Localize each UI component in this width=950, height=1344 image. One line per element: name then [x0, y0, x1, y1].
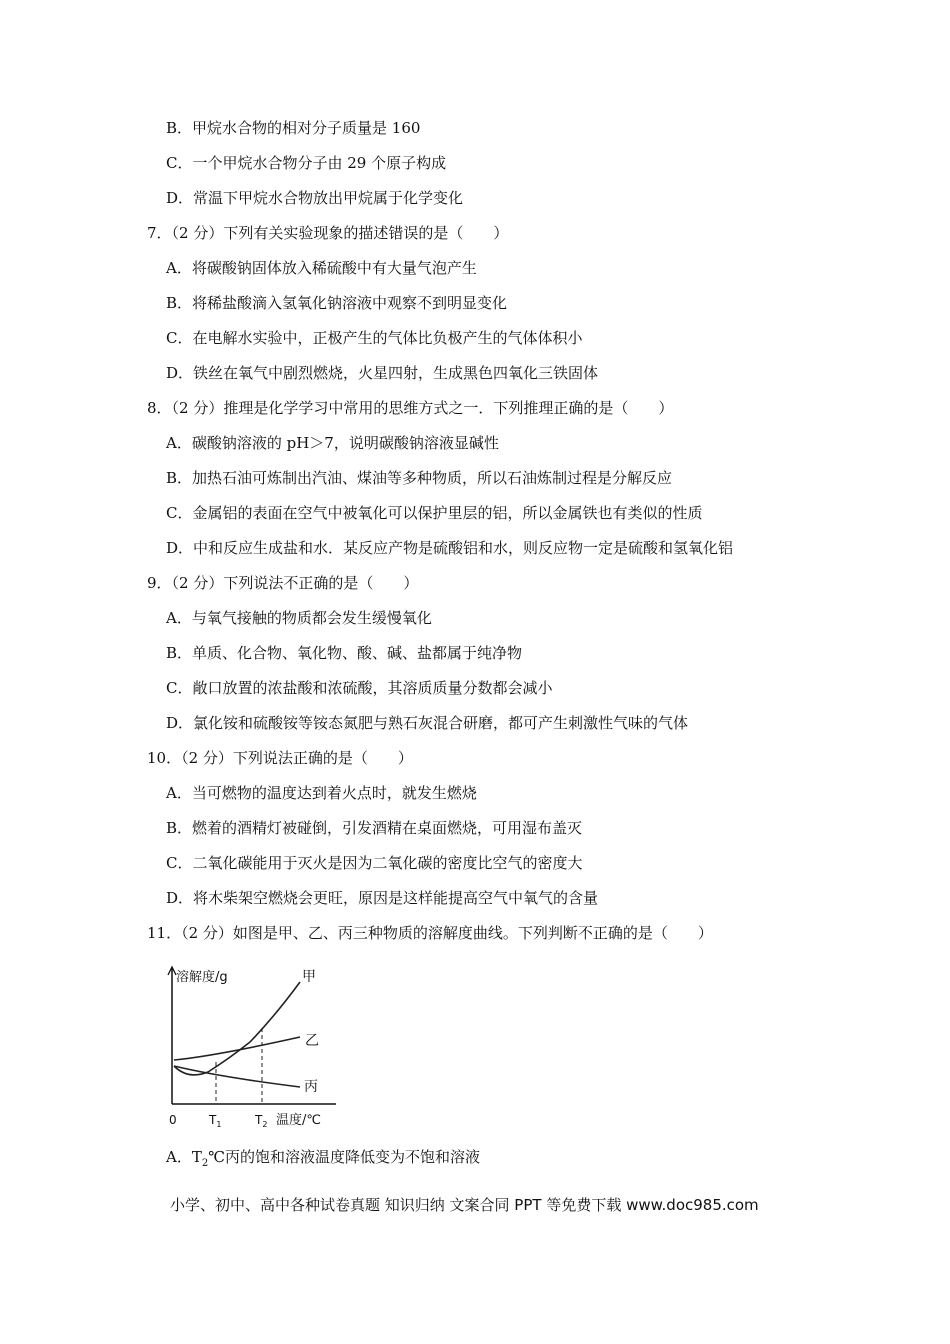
- answer-option: C．在电解水实验中，正极产生的气体比负极产生的气体体积小: [166, 329, 583, 347]
- x-tick-t1: [208, 1113, 221, 1129]
- answer-option: B．单质、化合物、氧化物、酸、碱、盐都属于纯净物: [166, 644, 523, 662]
- option-a-suffix: ℃丙的饱和溶液温度降低变为不饱和溶液: [208, 1148, 481, 1166]
- guide-lines: [216, 1028, 262, 1104]
- answer-option: D．氯化铵和硫酸铵等铵态氮肥与熟石灰混合研磨，都可产生刺激性气味的气体: [166, 714, 689, 732]
- y-axis-label: 溶解度/g: [176, 970, 228, 985]
- question-stem: 10．（2 分）下列说法正确的是（ ）: [147, 749, 413, 767]
- question-stem: 9．（2 分）下列说法不正确的是（ ）: [147, 574, 419, 592]
- answer-option: C．一个甲烷水合物分子由 29 个原子构成: [166, 154, 447, 172]
- answer-option: D．中和反应生成盐和水．某反应产物是硫酸铝和水，则反应物一定是硫酸和氢氧化铝: [166, 539, 734, 557]
- answer-option: D．将木柴架空燃烧会更旺，原因是这样能提高空气中氧气的含量: [166, 889, 599, 907]
- question-stem: 11．（2 分）如图是甲、乙、丙三种物质的溶解度曲线。下列判断不正确的是（ ）: [147, 924, 713, 942]
- x-tick-t2: [254, 1113, 267, 1129]
- answer-option: B．将稀盐酸滴入氢氧化钠溶液中观察不到明显变化: [166, 294, 508, 312]
- solubility-curve-chart: [160, 962, 340, 1134]
- x-tick-t1-sub: 1: [216, 1120, 222, 1129]
- answer-option: B．加热石油可炼制出汽油、煤油等多种物质，所以石油炼制过程是分解反应: [166, 469, 673, 487]
- answer-option: D．常温下甲烷水合物放出甲烷属于化学变化: [166, 189, 464, 207]
- answer-option: A．将碳酸钠固体放入稀硫酸中有大量气泡产生: [166, 259, 477, 277]
- x-tick-t1-main: T: [209, 1113, 217, 1127]
- answer-option: C．敞口放置的浓盐酸和浓硫酸，其溶质质量分数都会减小: [166, 679, 553, 697]
- series-label-bing: 丙: [304, 1079, 318, 1095]
- page-footer: 小学、初中、高中各种试卷真题 知识归纳 文案合同 PPT 等免费下载 www.doc985.com: [170, 1196, 759, 1214]
- series-label-jia: 甲: [302, 969, 316, 985]
- series-label-yi: 乙: [305, 1033, 319, 1049]
- answer-option: A．碳酸钠溶液的 pH＞7，说明碳酸钠溶液显碱性: [166, 434, 499, 452]
- answer-option: B．甲烷水合物的相对分子质量是 160: [166, 119, 421, 137]
- x-axis-label: 温度/℃: [276, 1113, 321, 1128]
- answer-option: C．金属铝的表面在空气中被氧化可以保护里层的铝，所以金属铁也有类似的性质: [166, 504, 703, 522]
- answer-option: B．燃着的酒精灯被碰倒，引发酒精在桌面燃烧，可用湿布盖灭: [166, 819, 583, 837]
- x-tick-t2-sub: 2: [262, 1120, 268, 1129]
- question-11-option-a: [166, 1147, 480, 1174]
- option-a-prefix: A．T: [166, 1148, 202, 1166]
- series-bing-curve: [174, 1066, 300, 1087]
- option-a-subscript: 2: [201, 1158, 209, 1169]
- answer-option: A．当可燃物的温度达到着火点时，就发生燃烧: [166, 784, 477, 802]
- answer-option: A．与氧气接触的物质都会发生缓慢氧化: [166, 609, 432, 627]
- series-yi-curve: [174, 1037, 300, 1060]
- x-tick-t2-main: T: [255, 1113, 263, 1127]
- question-stem: 7．（2 分）下列有关实验现象的描述错误的是（ ）: [147, 224, 509, 242]
- series-jia-curve: [174, 982, 300, 1075]
- answer-option: D．铁丝在氧气中剧烈燃烧，火星四射，生成黑色四氧化三铁固体: [166, 364, 599, 382]
- question-stem: 8．（2 分）推理是化学学习中常用的思维方式之一．下列推理正确的是（ ）: [147, 399, 674, 417]
- origin-label: 0: [169, 1113, 177, 1127]
- answer-option: C．二氧化碳能用于灭火是因为二氧化碳的密度比空气的密度大: [166, 854, 583, 872]
- series-curves: [174, 982, 300, 1087]
